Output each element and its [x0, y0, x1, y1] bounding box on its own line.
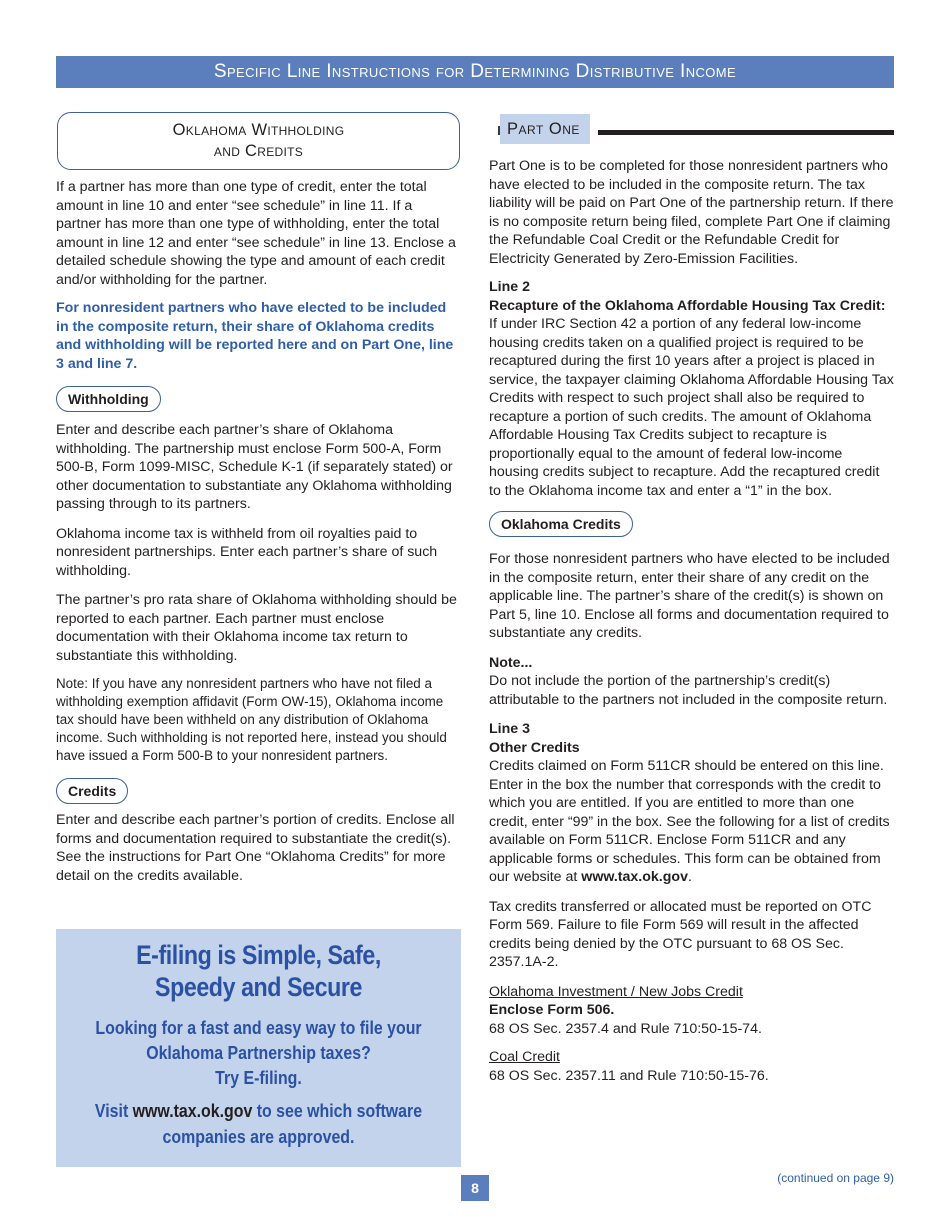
- efile-headline: [84, 939, 432, 1003]
- withholding-credits-heading-box: [57, 112, 460, 170]
- heading-line-1: Oklahoma Withholding: [172, 121, 345, 139]
- efile-headline-line-1: E-filing is Simple, Safe,: [136, 940, 381, 970]
- heading-line-2: and Credits: [213, 142, 304, 160]
- credits-paragraph: Enter and describe each partner’s portion of credits. Enclose all forms and documentation required to substantiate the credit(s). See the instructions for Part One “Oklahoma Credits” for more detail on the credits available.: [56, 812, 455, 884]
- withholding-paragraph-2: Oklahoma income tax is withheld from oil royalties paid to nonresident partnerships. Enter each partner’s share of such withholding.: [56, 525, 438, 579]
- withholding-paragraph-1: Enter and describe each partner’s share of Oklahoma withholding. The partnership must enclose Form 500-A, Form 500-B, Form 1099-MISC, Schedule K-1 (if separately stated) or other documentation to substantiate any Oklahoma withholding passing through to its partners.: [56, 422, 453, 512]
- line-3-body: [489, 757, 894, 887]
- efile-visit-suffix: to see which software: [252, 1100, 423, 1121]
- section-banner: Specific Line Instructions for Determining Distributive Income: [56, 56, 894, 88]
- investment-credit-reference: 68 OS Sec. 2357.4 and Rule 710:50-15-74.: [489, 1020, 762, 1037]
- investment-credit-title: Oklahoma Investment / New Jobs Credit: [489, 983, 743, 1000]
- note-heading: Note...: [489, 654, 533, 671]
- efile-subtext-line-3: Try E-filing.: [215, 1067, 302, 1088]
- efile-subtext: [84, 1015, 432, 1090]
- investment-credit-enclose: Enclose Form 506.: [489, 1002, 615, 1018]
- credits-label: Credits: [56, 778, 128, 804]
- withholding-label: Withholding: [56, 386, 161, 412]
- tax-website-link[interactable]: www.tax.ok.gov: [581, 869, 688, 885]
- oklahoma-credits-body: For those nonresident partners who have elected to be included in the composite return, enter their share of any credit on the applicable line. The partner’s share of the credit(s) is shown on Part 5, line 10. Enclose all forms and documentation required to substantiate any credits.: [489, 551, 890, 641]
- line-3-heading: Line 3: [489, 721, 530, 737]
- line-3-subheading: Other Credits: [489, 739, 580, 756]
- line-2-heading: Line 2: [489, 279, 530, 295]
- line-2-subheading: Recapture of the Oklahoma Affordable Housing Tax Credit:: [489, 297, 886, 314]
- line-2-body: If under IRC Section 42 a portion of any federal low-income housing credits taken on a qualified project is required to be recaptured during the first 10 years after a project is placed in service, the taxpayer claiming Oklahoma Affordable Housing Tax Credits with respect to such project shall also be required to recapture a portion of such credits. The amount of Oklahoma Affordable Housing Tax Credits subject to recapture is proportionally equal to the amount of federal low-income housing credits subject to recapture. Add the recaptured credit to the Oklahoma income tax and enter a “1” in the box.: [489, 316, 894, 499]
- line-3-body-text: Credits claimed on Form 511CR should be entered on this line. Enter in the box the number that corresponds with the credit to which you are entitled. If you are entitled to more than one credit, enter “99” in the box. See the following for a list of credits available on Form 511CR. Enclose Form 511CR and any applicable forms or schedules. This form can be obtained from our website at: [489, 758, 890, 885]
- line-3-body-end: .: [687, 869, 692, 885]
- efile-website-link[interactable]: www.tax.ok.gov: [132, 1100, 253, 1121]
- withholding-paragraph-3: The partner’s pro rata share of Oklahoma withholding should be reported to each partner. Each partner must enclose documentation with their Oklahoma income tax return to substantiate this withholding.: [56, 592, 457, 664]
- oklahoma-credits-label: Oklahoma Credits: [489, 511, 633, 537]
- note-body: Do not include the portion of the partnership’s credit(s) attributable to the partners not included in the composite return.: [489, 673, 888, 708]
- withholding-note: Note: If you have any nonresident partners who have not filed a withholding exemption affidavit (Form OW-15), Oklahoma income tax should have been withheld on any distribution of Oklahoma income. Such withholding is not reported here, instead you should have issued a Form 500-B to your nonresident partners.: [56, 676, 447, 763]
- efile-subtext-line-1: Looking for a fast and easy way to file your: [95, 1017, 422, 1038]
- efile-visit-line-2: companies are approved.: [162, 1126, 355, 1147]
- transfer-paragraph: Tax credits transferred or allocated must be reported on OTC Form 569. Failure to file Form 569 will result in the affected credits being denied by the OTC pursuant to 68 OS Sec. 2357.1A-2.: [489, 898, 872, 970]
- continued-note: (continued on page 9): [777, 1171, 894, 1185]
- efile-visit-prefix: Visit: [94, 1100, 133, 1121]
- right-column: [489, 112, 894, 1085]
- intro-paragraph: If a partner has more than one type of credit, enter the total amount in line 10 and enter “see schedule” in line 11. If a partner has more than one type of withholding, enter the total amount in line 12 and enter “see schedule” in line 13. Enclose a detailed schedule showing the type and amount of each credit and/or withholding for the partner.: [56, 179, 456, 288]
- left-column: [56, 112, 461, 885]
- composite-note: For nonresident partners who have elected to be included in the composite return, their share of Oklahoma credits and withholding will be reported here and on Part One, line 3 and line 7.: [56, 300, 454, 372]
- efile-subtext-line-2: Oklahoma Partnership taxes?: [146, 1042, 371, 1063]
- efile-headline-line-2: Speedy and Secure: [155, 972, 362, 1002]
- part-one-intro: Part One is to be completed for those nonresident partners who have elected to be included in the composite return. The tax liability will be paid on Part One of the partnership return. If there is no composite return being filed, complete Part One if claiming the Refundable Coal Credit or the Refundable Credit for Electricity Generated by Zero-Emission Facilities.: [489, 158, 894, 267]
- efile-promo-box: [56, 929, 461, 1167]
- part-one-title: Part One: [500, 114, 590, 144]
- coal-credit-title: Coal Credit: [489, 1049, 560, 1065]
- header-rule: [598, 130, 894, 135]
- efile-visit: [84, 1098, 432, 1150]
- coal-credit-reference: 68 OS Sec. 2357.11 and Rule 710:50-15-76.: [489, 1067, 769, 1084]
- page-number: 8: [461, 1175, 489, 1201]
- part-one-header: [488, 114, 894, 144]
